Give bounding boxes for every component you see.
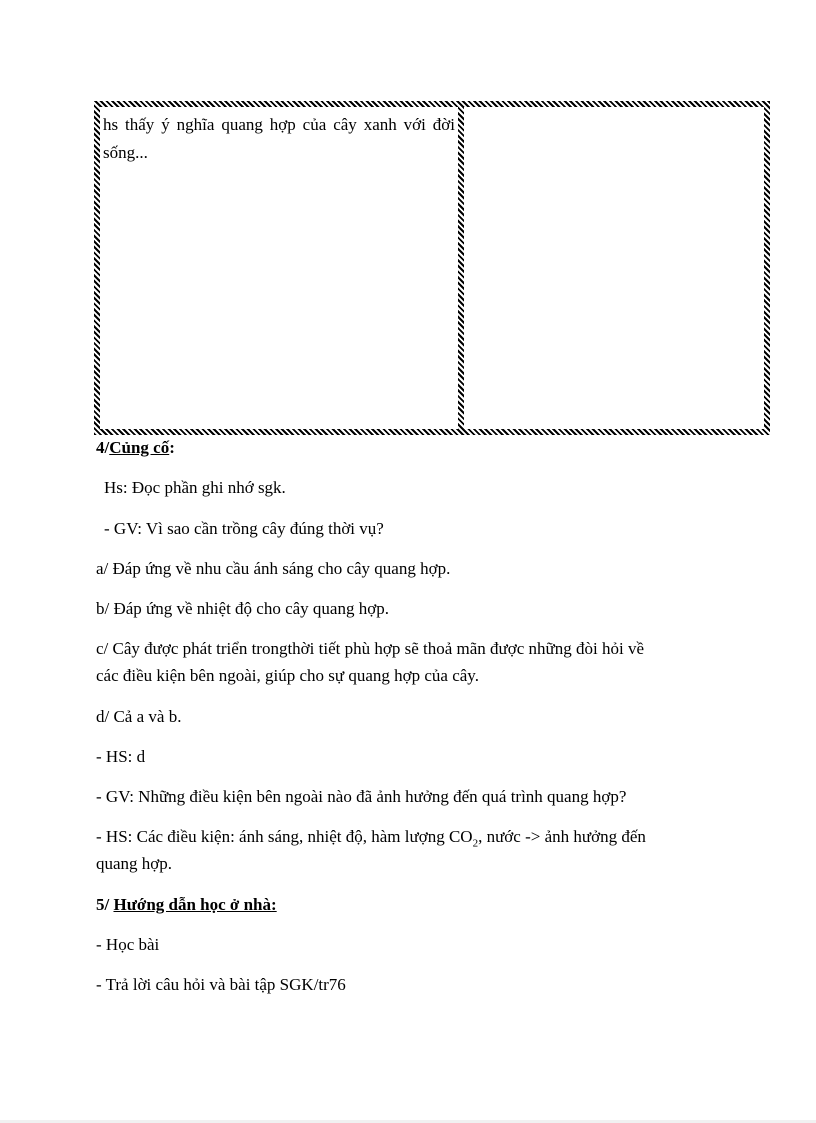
section-5-title: Hướng dẫn học ở nhà (113, 895, 272, 914)
gv-question-1: - GV: Vì sao cần trồng cây đúng thời vụ? (104, 519, 384, 538)
gv-question-2: - GV: Những điều kiện bên ngoài nào đã ảnh hưởng đến quá trình quang hợp? (96, 787, 627, 806)
section-5-suffix: : (271, 895, 277, 914)
hs-read-line: Hs: Đọc phần ghi nhớ sgk. (104, 478, 286, 497)
section-4-heading (96, 437, 175, 459)
section-4-prefix: 4/ (96, 438, 110, 457)
option-d: d/ Cả a và b. (96, 707, 182, 726)
option-c-line-1: c/ Cây được phát triển trongthời tiết phù hợp sẽ thoả mãn được những đòi hỏi về (96, 639, 645, 658)
option-a: a/ Đáp ứng về nhu cầu ánh sáng cho cây quang hợp. (96, 559, 451, 578)
hs-answer-1: - HS: d (96, 747, 146, 766)
table-cell-left (100, 107, 458, 429)
hs-answer-2-line-2: quang hợp. (96, 854, 173, 873)
hs-answer-2-line-1 (96, 826, 646, 848)
section-5-heading (96, 894, 277, 916)
cell-text: hs thấy ý nghĩa quang hợp của cây xanh với đời sống... (103, 115, 455, 162)
table (94, 101, 770, 435)
hs-answer-2-post: , nước -> ảnh hưởng đến (478, 827, 646, 846)
option-c-line-2: các điều kiện bên ngoài, giúp cho sự quang hợp của cây. (96, 666, 479, 685)
option-b: b/ Đáp ứng về nhiệt độ cho cây quang hợp. (96, 599, 389, 618)
section-4-suffix: : (169, 438, 175, 457)
section-5-prefix: 5/ (96, 895, 114, 914)
homework-item-2: - Trả lời câu hỏi và bài tập SGK/tr76 (96, 975, 346, 994)
section-4-title: Củng cố (109, 438, 170, 457)
homework-item-1: - Học bài (96, 935, 160, 954)
co2-subscript: 2 (472, 837, 479, 850)
hs-answer-2-pre: - HS: Các điều kiện: ánh sáng, nhiệt độ, hàm lượng CO (96, 827, 473, 846)
table-cell-right (464, 107, 764, 429)
